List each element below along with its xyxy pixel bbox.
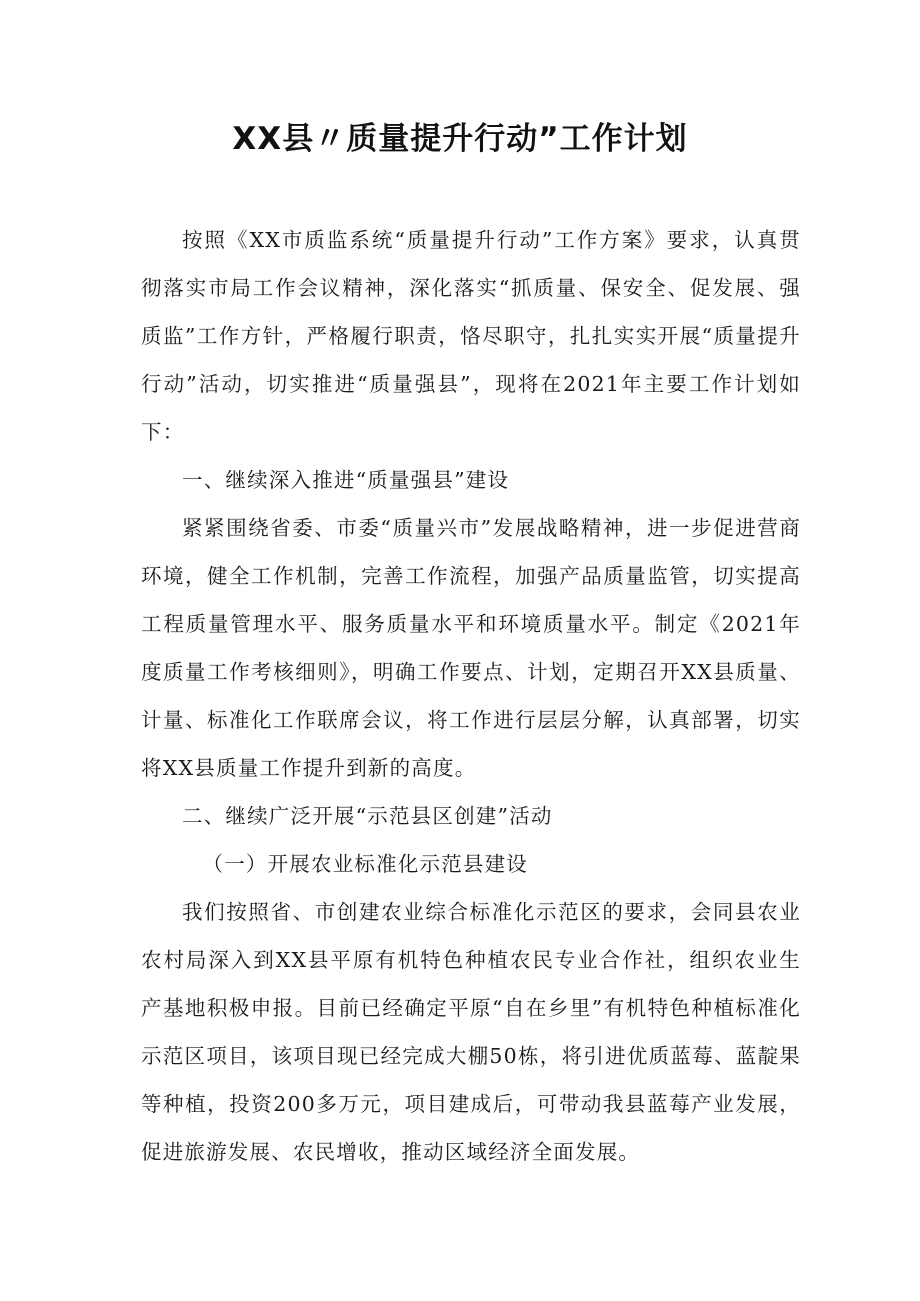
section-1-paragraph: 紧紧围绕省委、市委“质量兴市”发展战略精神，进一步促进营商环境，健全工作机制，完善工作流程，加强产品质量监管，切实提高工程质量管理水平、服务质量水平和环境质量水平。制定《2021年度质量工作考核细则》，明确工作要点、计划，定期召开XX县质量、计量、标准化工作联席会议，将工作进行层层分解，认真部署，切实将XX县质量工作提升到新的高度。 <box>141 516 801 780</box>
section-2-subheading-1: （一）开展农业标准化示范县建设 <box>202 852 528 876</box>
section-2-heading: 二、继续广泛开展“示范县区创建”活动 <box>182 804 553 828</box>
document-title: XX县〃质量提升行动”工作计划 <box>232 121 688 157</box>
section-2-sub-1-paragraph: 我们按照省、市创建农业综合标准化示范区的要求，会同县农业农村局深入到XX县平原有机特色种植农民专业合作社，组织农业生产基地积极申报。目前已经确定平原“自在乡里”有机特色种植标准化示范区项目，该项目现已经完成大棚50栋，将引进优质蓝莓、蓝靛果等种植，投资200多万元，项目建成后，可带动我县蓝莓产业发展，促进旅游发展、农民增收，推动区域经济全面发展。 <box>141 900 801 1164</box>
section-1-heading: 一、继续深入推进“质量强县”建设 <box>182 468 510 492</box>
document-body <box>141 216 801 1176</box>
intro-paragraph: 按照《XX市质监系统“质量提升行动”工作方案》要求，认真贯彻落实市局工作会议精神，深化落实“抓质量、保安全、促发展、强质监”工作方针，严格履行职责，恪尽职守，扎扎实实开展“质量提升行动”活动，切实推进“质量强县”，现将在2021年主要工作计划如下： <box>141 228 801 444</box>
